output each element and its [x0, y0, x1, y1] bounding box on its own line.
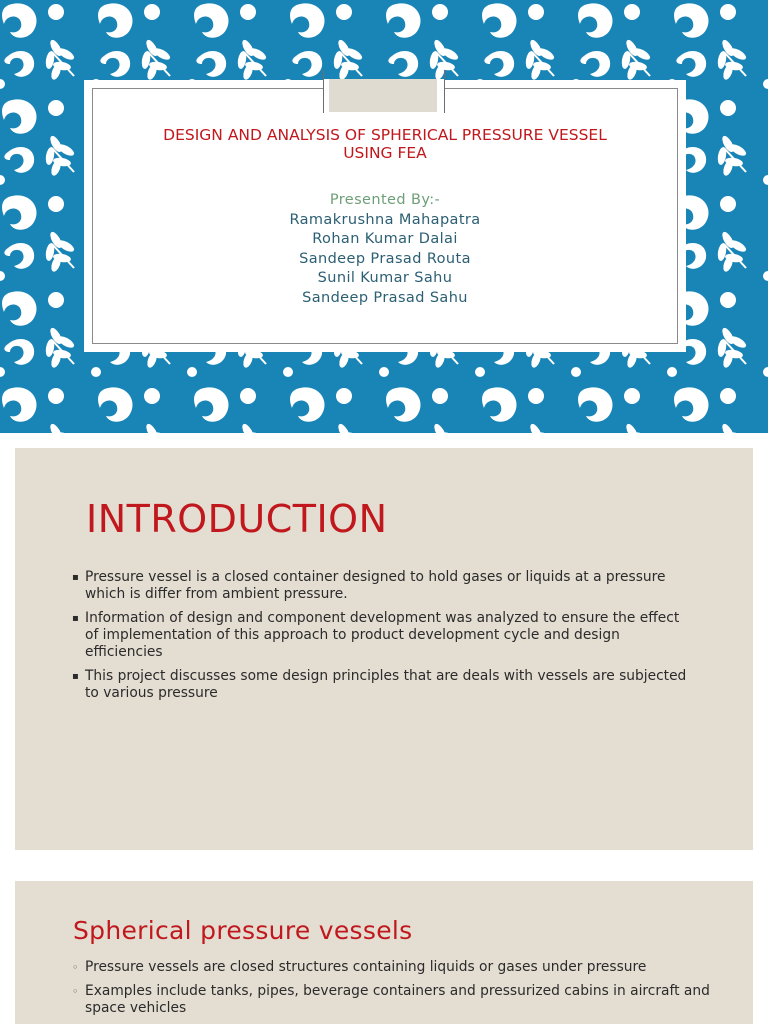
introduction-heading: INTRODUCTION — [86, 497, 388, 541]
introduction-slide — [15, 448, 753, 850]
list-item — [72, 668, 692, 702]
square-bullet-icon: ▪ — [72, 613, 79, 624]
bullet-text: Examples include tanks, pipes, beverage containers and pressurized cabins in aircraft and space vehicles — [85, 983, 710, 1016]
presenter-name: Ramakrushna Mahapatra — [289, 211, 481, 228]
presenter-name: Sandeep Prasad Routa — [299, 250, 471, 267]
square-bullet-icon: ▪ — [72, 671, 79, 682]
bullet-text: Pressure vessel is a closed container designed to hold gases or liquids at a pressure which is differ from ambient pressure. — [85, 569, 666, 602]
title-slide — [0, 0, 768, 433]
list-item — [72, 983, 712, 1017]
spherical-vessels-slide — [15, 881, 753, 1024]
title-line-2: USING FEA — [343, 144, 427, 162]
presentation-title — [84, 126, 686, 162]
presented-by-label: Presented By:- — [329, 192, 441, 208]
title-line-1: DESIGN AND ANALYSIS OF SPHERICAL PRESSURE VESSEL — [163, 126, 607, 144]
circle-bullet-icon: ◦ — [72, 985, 79, 998]
tab-fill — [329, 79, 437, 112]
list-item — [72, 610, 692, 661]
title-card-tab — [323, 79, 445, 119]
tab-edge-right — [444, 70, 445, 113]
bullet-text: Pressure vessels are closed structures containing liquids or gases under pressure — [85, 959, 647, 975]
spherical-heading: Spherical pressure vessels — [73, 916, 413, 945]
presenters-block — [84, 191, 686, 308]
list-item — [72, 959, 712, 976]
circle-bullet-icon: ◦ — [72, 961, 79, 974]
list-item — [72, 569, 692, 603]
introduction-bullet-list — [72, 569, 692, 709]
bullet-text: Information of design and component development was analyzed to ensure the effect of implementation of this approach to product development cycle and design efficiencies — [85, 610, 680, 660]
title-card — [84, 80, 686, 352]
presenter-name: Sandeep Prasad Sahu — [302, 289, 468, 306]
presenter-name: Rohan Kumar Dalai — [312, 231, 458, 247]
presenter-name: Sunil Kumar Sahu — [317, 270, 453, 286]
spherical-bullet-list — [72, 959, 712, 1024]
tab-edge-left — [323, 70, 324, 113]
bullet-text: This project discusses some design principles that are deals with vessels are subjected to various pressure — [85, 668, 687, 701]
square-bullet-icon: ▪ — [72, 572, 79, 583]
